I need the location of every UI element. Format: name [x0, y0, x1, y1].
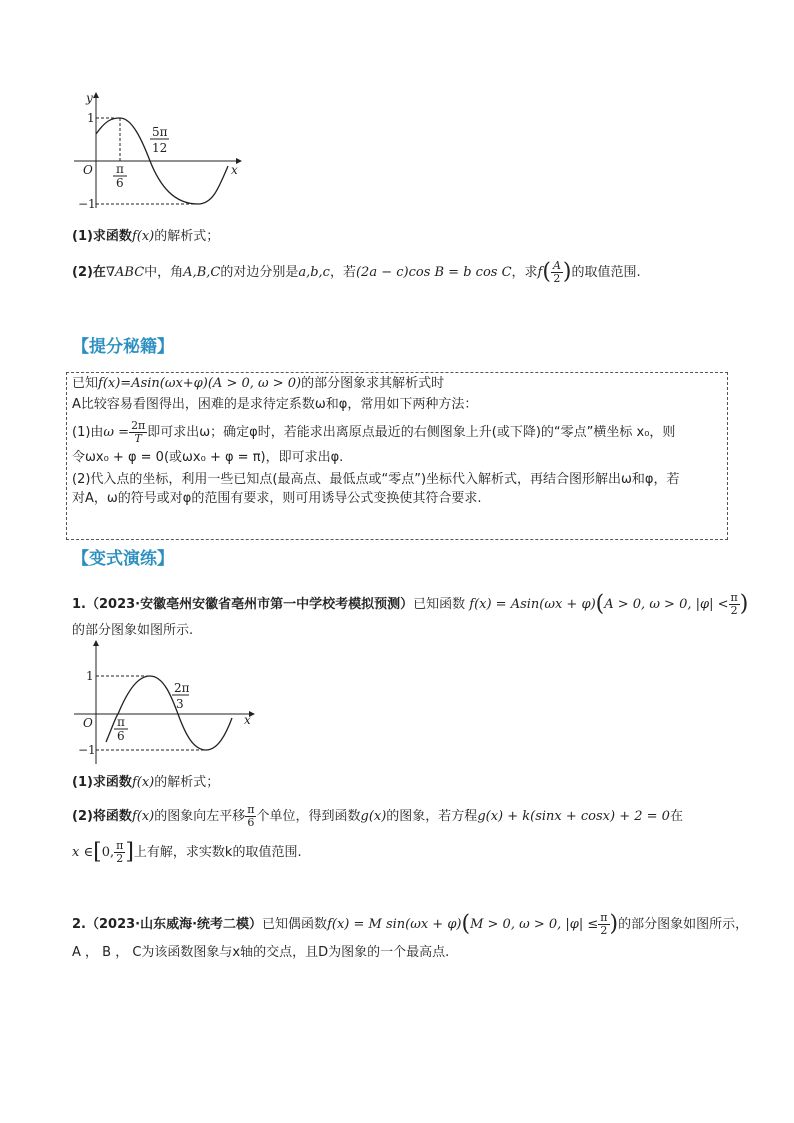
- x-label-1-num: π: [116, 162, 124, 176]
- origin-label: O: [83, 163, 93, 177]
- x-label-1-den: 6: [117, 729, 125, 743]
- frac-num: 2π: [131, 419, 146, 432]
- text-segment: 已知: [72, 376, 99, 391]
- part-number-text: (1)求函数: [72, 229, 132, 244]
- interval-start: 0,: [101, 845, 115, 860]
- tips-line-4: 令ωx₀ + φ = 0(或ωx₀ + φ = π)，即可求出φ.: [72, 450, 344, 465]
- text-segment: 的部分图象求其解析式时: [301, 376, 445, 391]
- formula: f(x) = M sin(ωx + φ): [327, 917, 462, 932]
- practice-heading: 【变式演练】: [72, 549, 174, 569]
- omega-equals: ω =: [103, 425, 130, 440]
- text-segment: ，求: [511, 265, 538, 280]
- condition: A > 0, ω > 0, |φ| <: [604, 597, 729, 612]
- fraction-a-over-2: [551, 260, 563, 285]
- part-tail-text: 的解析式；: [154, 229, 220, 244]
- function-fx: f(x): [131, 775, 155, 790]
- x-label-2-num: 2π: [174, 681, 190, 695]
- tips-line-2: A比较容易看图得出，困难的是求待定系数ω和φ，常用如下两种方法：: [72, 397, 478, 412]
- tick-label-top: 1: [87, 111, 95, 125]
- frac-num: π: [730, 591, 738, 604]
- frac-den: 2: [116, 852, 124, 865]
- x-axis-label: x: [244, 713, 251, 727]
- sides-abc: a,b,c: [298, 265, 330, 280]
- bracket-close: ]: [125, 839, 134, 865]
- text-segment: 的部分图象如图所示，: [618, 917, 749, 932]
- problem0-part1: [72, 228, 219, 246]
- frac-den: 2: [553, 272, 561, 285]
- function-f: f: [537, 265, 543, 280]
- problem2-line2: A ， B ， C为该函数图象与x轴的交点，且D为图象的一个最高点.: [72, 945, 450, 960]
- y-axis-label: y: [86, 91, 93, 105]
- paren-close: ): [739, 591, 749, 617]
- problem1-part2: [72, 804, 683, 829]
- text-segment: 的图象，若方程: [386, 809, 478, 824]
- x-label-1-num: π: [117, 715, 125, 729]
- formula: f(x) = Asin(ωx + φ): [469, 597, 596, 612]
- origin-label: O: [83, 716, 93, 730]
- problem1-stem: [72, 592, 748, 617]
- problem1-part2-cont: [72, 840, 302, 865]
- x-label-2-den: 12: [152, 141, 168, 155]
- problem-number: 2.: [72, 917, 86, 932]
- frac-num: A: [552, 259, 561, 272]
- y-axis-arrow: [93, 640, 99, 646]
- frac-num: π: [600, 911, 608, 924]
- part-number-text: (2)将函数: [72, 809, 132, 824]
- text-segment: 个单位，得到函数: [256, 809, 361, 824]
- part-number-text: (1)求函数: [72, 775, 132, 790]
- frac-den: 2: [730, 604, 738, 617]
- part-tail-text: 上有解，求实数k的取值范围.: [133, 845, 302, 860]
- x-label-1-den: 6: [116, 176, 124, 190]
- x-label-2-num: 5π: [152, 125, 168, 139]
- tips-line-5: (2)代入点的坐标，利用一些已知点(最高点、最低点或“零点”)坐标代入解析式，再结合图形解出ω和φ，若: [72, 472, 680, 487]
- tips-line-1: [72, 375, 444, 393]
- tips-heading: 【提分秘籍】: [72, 337, 174, 357]
- text-segment: 已知函数: [413, 597, 466, 612]
- paren-close: ): [609, 911, 619, 937]
- tick-label-bottom: −1: [78, 743, 96, 757]
- frac-den: T: [134, 432, 142, 445]
- problem1-line2: 的部分图象如图所示.: [72, 623, 194, 638]
- x-in: x ∈: [72, 845, 94, 860]
- fraction-2pi-over-t: [129, 420, 147, 445]
- triangle-abc: ∇ABC: [105, 265, 145, 280]
- equation: g(x) + k(sinx + cosx) + 2 = 0: [477, 809, 670, 824]
- function-fx: f(x): [131, 229, 155, 244]
- tick-label-top: 1: [86, 669, 94, 683]
- tick-label-bottom: −1: [78, 197, 96, 211]
- text-segment: 即可求出ω；确定φ时，若能求出离原点最近的右侧图象上升(或下降)的“零点”横坐标 x₀，则: [147, 425, 676, 440]
- text-segment: (1)由: [72, 425, 104, 440]
- fraction-pi-over-6: [245, 804, 256, 829]
- angles-abc: A,B,C: [183, 265, 221, 280]
- frac-den: 6: [247, 816, 255, 829]
- x-axis-label: x: [231, 163, 238, 177]
- function-fx: f(x): [131, 809, 155, 824]
- paren-open: (: [595, 591, 605, 617]
- formula: f(x)=Asin(ωx+φ)(A > 0, ω > 0): [98, 376, 302, 391]
- bracket-open: [: [93, 839, 102, 865]
- problem2-stem: [72, 912, 748, 937]
- problem-number: 1.: [72, 597, 86, 612]
- paren-close: ): [562, 259, 572, 285]
- function-gx: g(x): [360, 809, 387, 824]
- part-tail-text: 的取值范围.: [571, 265, 641, 280]
- problem-source: （2023·安徽亳州安徽省亳州市第一中学校考模拟预测）: [85, 597, 414, 612]
- part-number-text: (2)在: [72, 265, 106, 280]
- graph-2: [66, 638, 266, 768]
- graph-1: [66, 90, 246, 215]
- part-tail-text: 的解析式；: [154, 775, 220, 790]
- fraction-pi-over-2: [114, 840, 125, 865]
- x-label-2-den: 3: [176, 697, 184, 711]
- paren-open: (: [542, 259, 551, 285]
- text-segment: 的图象向左平移: [154, 809, 246, 824]
- text-segment: 已知偶函数: [262, 917, 328, 932]
- fraction-pi-over-2: [729, 592, 740, 617]
- frac-num: π: [116, 839, 124, 852]
- text-segment: ，若: [329, 265, 356, 280]
- text-segment: 的对边分别是: [220, 265, 299, 280]
- sine-curve: [106, 676, 232, 750]
- y-axis-arrow: [93, 92, 99, 98]
- paren-open: (: [461, 911, 471, 937]
- condition-equation: (2a − c)cos B = b cos C: [355, 265, 512, 280]
- fraction-pi-over-2: [598, 912, 609, 937]
- problem1-part1: [72, 774, 219, 792]
- frac-num: π: [247, 803, 255, 816]
- problem-source: （2023·山东威海·统考二模）: [85, 917, 263, 932]
- condition: M > 0, ω > 0, |φ| ≤: [470, 917, 599, 932]
- text-segment: 中，角: [144, 265, 184, 280]
- tips-line-3: [72, 420, 675, 445]
- tips-line-6: 对A，ω的符号或对φ的范围有要求，则可用诱导公式变换使其符合要求.: [72, 491, 482, 506]
- text-segment: 在: [669, 809, 683, 824]
- problem0-part2: [72, 260, 641, 285]
- frac-den: 2: [600, 924, 608, 937]
